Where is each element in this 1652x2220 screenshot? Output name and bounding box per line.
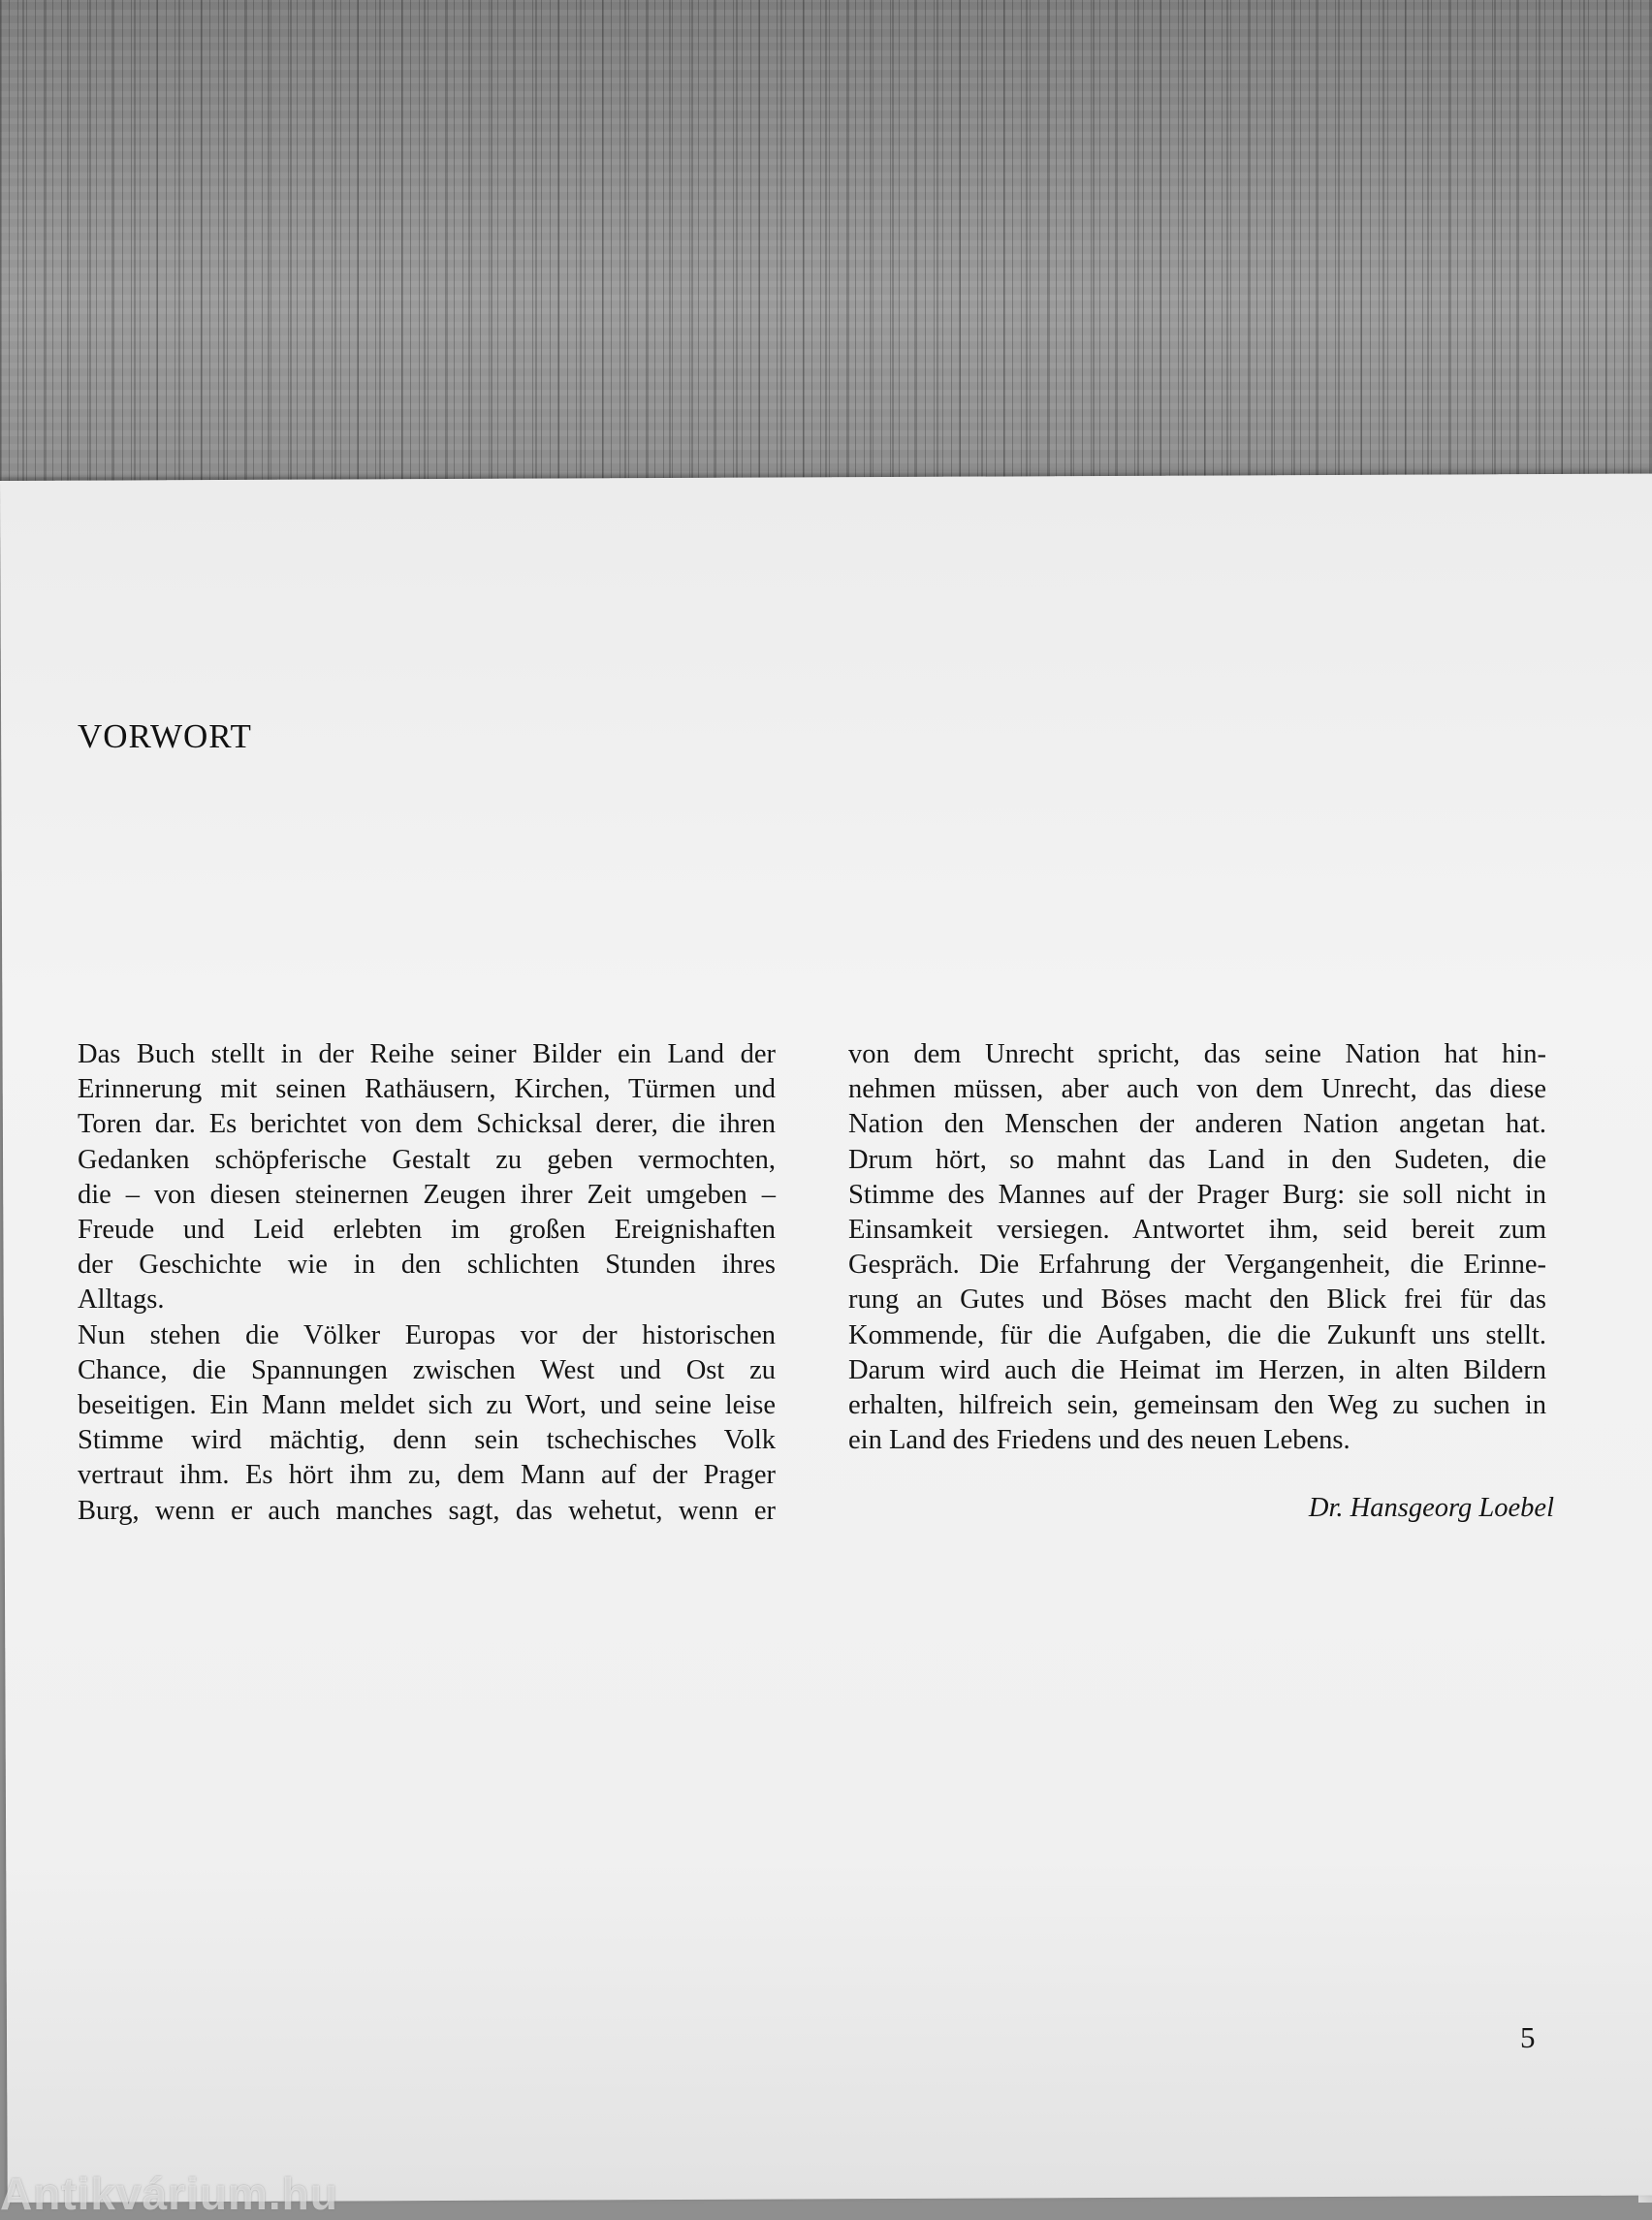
text-line: Gespräch. Die Erfahrung der Vergangenheit, die Erinne- [848, 1250, 1546, 1281]
text-column-left [78, 1037, 776, 1529]
text-line: Nation den Menschen der anderen Nation angetan hat. [848, 1109, 1546, 1140]
text-line: Kommende, für die Aufgaben, die die Zukunft uns stellt. [848, 1319, 1546, 1350]
text-line: Darum wird auch die Heimat im Herzen, in alten Bildern [848, 1354, 1546, 1385]
author-signature: Dr. Hansgeorg Loebel [1308, 1493, 1554, 1523]
page-title: VORWORT [78, 717, 252, 755]
text-line: Erinnerung mit seinen Rathäusern, Kirchen, Türmen und [78, 1074, 776, 1105]
text-line: Das Buch stellt in der Reihe seiner Bilder ein Land der [78, 1039, 776, 1069]
text-line: nehmen müssen, aber auch von dem Unrecht, das diese [848, 1074, 1546, 1105]
text-line: Burg, wenn er auch manches sagt, das wehetut, wenn er [78, 1495, 776, 1526]
text-line: vertraut ihm. Es hört ihm zu, dem Mann auf der Prager [78, 1460, 776, 1491]
text-line: von dem Unrecht spricht, das seine Nation hat hin- [848, 1039, 1546, 1069]
text-line: Chance, die Spannungen zwischen West und Ost zu [78, 1354, 776, 1385]
text-line: erhalten, hilfreich sein, gemeinsam den Weg zu suchen in [848, 1390, 1546, 1421]
watermark-text: Antikvárium.hu [0, 2169, 338, 2219]
text-line: Freude und Leid erlebten im großen Ereignishaften [78, 1215, 776, 1246]
text-line: Alltags. [78, 1284, 165, 1316]
text-line: Stimme wird mächtig, denn sein tschechisches Volk [78, 1425, 776, 1456]
table-surface-background [0, 0, 1652, 504]
text-line: der Geschichte wie in den schlichten Stunden ihres [78, 1250, 776, 1281]
page-number: 5 [1520, 2020, 1536, 2054]
text-line: Nun stehen die Völker Europas vor der historischen [78, 1319, 776, 1350]
text-line: die – von diesen steinernen Zeugen ihrer Zeit umgeben – [78, 1179, 776, 1210]
text-line: Einsamkeit versiegen. Antwortet ihm, seid bereit zum [848, 1215, 1546, 1246]
text-column-right [848, 1037, 1546, 1458]
text-line: Drum hört, so mahnt das Land in den Sudeten, die [848, 1144, 1546, 1175]
text-line: Stimme des Mannes auf der Prager Burg: sie soll nicht in [848, 1179, 1546, 1210]
text-line: ein Land des Friedens und des neuen Lebens. [848, 1425, 1350, 1456]
text-line: beseitigen. Ein Mann meldet sich zu Wort, und seine leise [78, 1390, 776, 1421]
text-line: rung an Gutes und Böses macht den Blick frei für das [848, 1284, 1546, 1316]
text-line: Toren dar. Es berichtet von dem Schicksal derer, die ihren [78, 1109, 776, 1140]
text-line: Gedanken schöpferische Gestalt zu geben vermochten, [78, 1144, 776, 1175]
